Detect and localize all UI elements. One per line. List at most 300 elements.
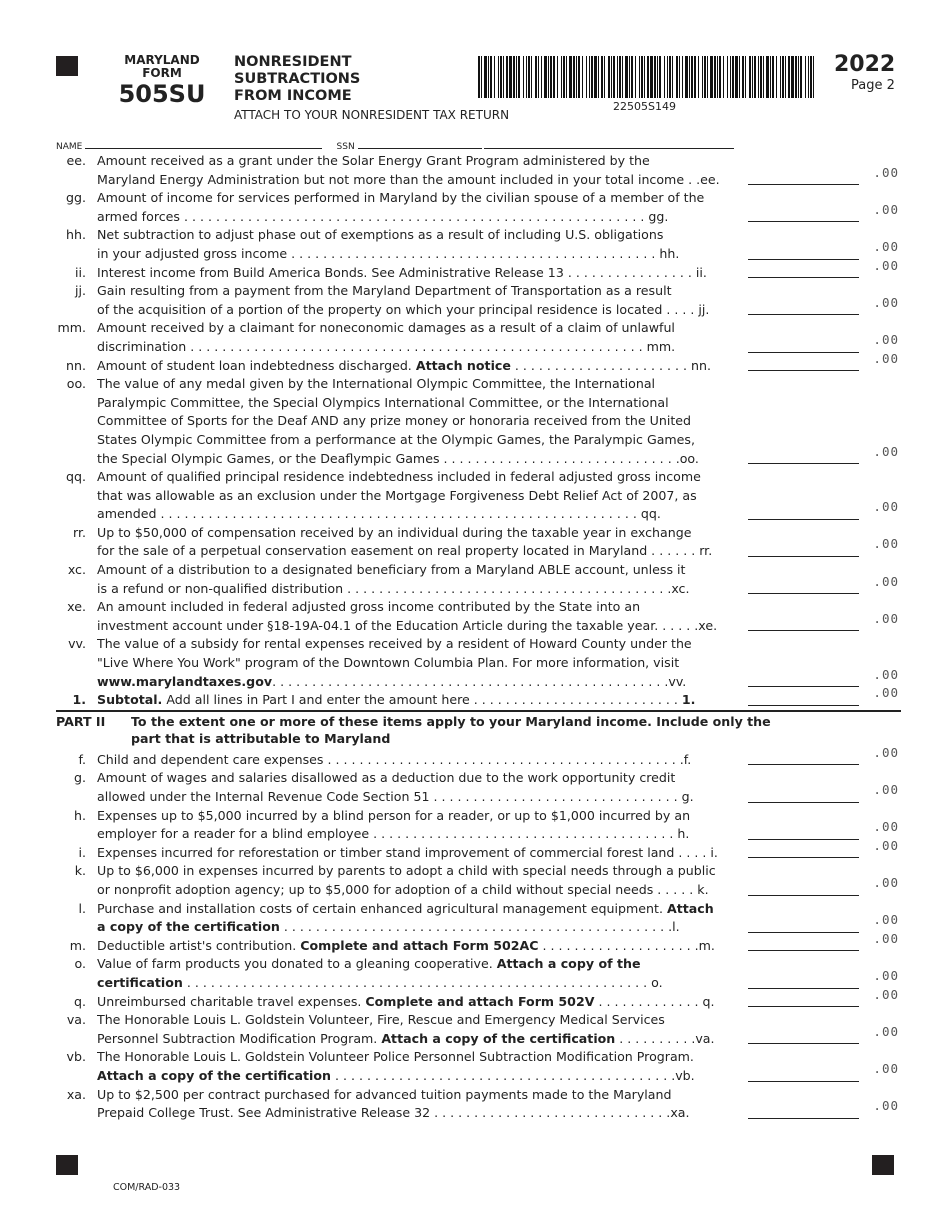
line-instruction-bold: Attach a copy of the [496, 956, 641, 972]
barcode-bar [503, 56, 504, 98]
amount-field[interactable] [748, 369, 859, 371]
line-text [97, 1104, 797, 1123]
barcode-bar [714, 56, 716, 98]
line-text-segment: Amount received by a claimant for noneconomic damages as a result of a claim of unlawful [97, 320, 675, 336]
line-text [97, 226, 797, 245]
line-text-segment: . . . . . . . . . . . . . . . . . . . . . . . . . . . . . . . . . . . . . . . . . . . . . . . . . .vv. [272, 673, 687, 689]
line-instruction-bold: Attach a copy of the certification [97, 1067, 331, 1083]
amount-field[interactable] [748, 1005, 859, 1007]
form-title [234, 54, 360, 105]
line-text-segment: . . . . . . . . . .va. [615, 1030, 715, 1046]
line-text-segment: Personnel Subtraction Modification Program. [97, 1030, 382, 1046]
line-text-segment: "Live Where You Work" program of the Downtown Columbia Plan. For more information, visit [97, 655, 680, 671]
line-text [97, 505, 797, 524]
line-text [97, 751, 797, 770]
part2-instruction: To the extent one or more of these items apply to your Maryland income. Include only the part that is attributable to Maryland [131, 713, 771, 746]
line-text [97, 654, 797, 673]
title-line-3: FROM INCOME [234, 88, 352, 104]
part2-heading [56, 711, 901, 747]
cents-suffix: .00 [873, 238, 899, 254]
line-text-segment: Amount of qualified principal residence indebtedness included in federal adjusted gross income [97, 469, 701, 485]
barcode-bar [641, 56, 643, 98]
line-letter: hh. [66, 227, 86, 243]
line-text [97, 357, 797, 376]
amount-field[interactable] [748, 838, 859, 840]
line-instruction-bold: Attach notice [415, 357, 511, 373]
cents-suffix: .00 [873, 257, 899, 273]
barcode-bar [669, 56, 671, 98]
barcode-bar [788, 56, 790, 98]
form-line-item [56, 282, 901, 319]
barcode-bar [791, 56, 794, 98]
barcode-bar [516, 56, 517, 98]
line-text-segment: employer for a reader for a blind employee . . . . . . . . . . . . . . . . . . . . . . . . . . . . . . . . . . . . . . h. [97, 826, 690, 842]
barcode-bar [785, 56, 786, 98]
barcode-bar [541, 56, 542, 98]
form-word: FORM [142, 66, 182, 80]
barcode-number: 22505S149 [613, 100, 676, 113]
name-label: NAME [56, 142, 83, 152]
line-text-segment: Up to $6,000 in expenses incurred by parents to adopt a child with special needs through a public [97, 863, 716, 879]
barcode-bar [730, 56, 731, 98]
line-instruction-bold: Complete and attach Form 502V [365, 993, 595, 1009]
barcode-bar [566, 56, 567, 98]
barcode-bar [576, 56, 577, 98]
form-id-block [112, 54, 212, 108]
barcode-bar [613, 56, 615, 98]
form-lines [56, 152, 901, 1123]
line-text-segment: Amount of income for services performed in Maryland by the civilian spouse of a member of the [97, 190, 705, 206]
line-text-segment: is a refund or non-qualified distribution . . . . . . . . . . . . . . . . . . . . . . . . . . . . . . . . . . . . . . . . .xc. [97, 580, 690, 596]
line-text-segment: The value of any medal given by the International Olympic Committee, the International [97, 376, 656, 392]
amount-field[interactable] [748, 258, 859, 260]
cents-suffix: .00 [873, 443, 899, 459]
barcode-bar [550, 56, 552, 98]
barcode-bar [710, 56, 713, 98]
line-text [97, 1011, 797, 1030]
form-line-item [56, 524, 901, 561]
line-letter: jj. [74, 283, 86, 299]
barcode-bar [795, 56, 797, 98]
line-text [97, 561, 797, 580]
line-text [97, 468, 797, 487]
amount-field[interactable] [748, 555, 859, 557]
line-text [97, 673, 797, 692]
line-text-segment: Prepaid College Trust. See Administrative Release 32 . . . . . . . . . . . . . . . . . . . . . . . . . . . . . .xa. [97, 1105, 690, 1121]
line-text-segment: The value of a subsidy for rental expenses received by a resident of Howard County under the [97, 636, 692, 652]
line-text-segment: Add all lines in Part I and enter the amount here . . . . . . . . . . . . . . . . . . . . . . . . . . [162, 692, 682, 708]
cents-suffix: .00 [873, 1060, 899, 1076]
form-line-item [56, 635, 901, 691]
registration-mark-bottom-right [872, 1155, 894, 1175]
form-line-item [56, 257, 901, 283]
cents-suffix: .00 [873, 350, 899, 366]
title-line-1: NONRESIDENT [234, 54, 352, 70]
line-letter: q. [74, 993, 86, 1009]
line-text [97, 450, 797, 469]
line-letter: g. [74, 770, 86, 786]
line-letter: f. [78, 751, 86, 767]
tax-year: 2022 [834, 52, 896, 77]
line-letter: va. [66, 1012, 86, 1028]
barcode-bar [481, 56, 482, 98]
barcode-bar [742, 56, 744, 98]
line-instruction-bold: a copy of the certification [97, 919, 280, 935]
line-text-segment: . . . . . . . . . . . . . q. [594, 993, 715, 1009]
amount-field[interactable] [748, 629, 859, 631]
line-letter: ee. [66, 153, 86, 168]
attach-instruction: ATTACH TO YOUR NONRESIDENT TAX RETURN [234, 108, 510, 122]
line-letter: h. [74, 807, 86, 823]
barcode-bar [611, 56, 612, 98]
registration-mark-top-left [56, 56, 78, 76]
line-text [97, 189, 797, 208]
line-text [97, 319, 797, 338]
line-text-segment: that was allowable as an exclusion under the Mortgage Forgiveness Debt Relief Act of 2007, as [97, 487, 697, 503]
line-instruction-bold: www.marylandtaxes.gov [97, 673, 273, 689]
line-text [97, 338, 797, 357]
amount-field[interactable] [748, 1117, 859, 1119]
barcode-bar [772, 56, 774, 98]
line-text [97, 524, 797, 543]
line-letter: o. [74, 956, 86, 972]
barcode-bar [694, 56, 696, 98]
barcode-bar [659, 56, 661, 98]
form-line-item [56, 986, 901, 1012]
line-instruction-bold: Attach [666, 900, 714, 916]
barcode-bar [490, 56, 492, 98]
line-text-segment: An amount included in federal adjusted gross income contributed by the State into an [97, 599, 641, 615]
barcode-bar [749, 56, 751, 98]
line-text [97, 769, 797, 788]
line-text-segment: Expenses up to $5,000 incurred by a blind person for a reader, or up to $1,000 incurred by an [97, 807, 691, 823]
amount-field[interactable] [748, 685, 859, 687]
cents-suffix: .00 [873, 666, 899, 682]
amount-field[interactable] [748, 1080, 859, 1082]
line-text-segment: . . . . . . . . . . . . . . . . . . . . . . nn. [510, 357, 712, 373]
line-text-segment: Gain resulting from a payment from the Maryland Department of Transportation as a result [97, 283, 672, 299]
form-line-item [56, 1011, 901, 1048]
line-text-segment: Expenses incurred for reforestation or timber stand improvement of commercial forest land . . . . i. [97, 844, 718, 860]
name-ssn-row [56, 140, 734, 152]
barcode-bar [664, 56, 665, 98]
line-text-segment: or nonprofit adoption agency; up to $5,000 for adoption of a child without special needs . . . . . k. [97, 881, 709, 897]
line-letter: i. [78, 844, 86, 860]
line-text-segment: armed forces . . . . . . . . . . . . . . . . . . . . . . . . . . . . . . . . . . . . . . . . . . . . . . . . . . . . . . . . . . gg. [97, 208, 669, 224]
line-text [97, 993, 797, 1012]
barcode-bar [528, 56, 530, 98]
line-instruction-bold: Attach a copy of the certification [381, 1030, 616, 1046]
barcode-bar [647, 56, 649, 98]
form-line-item [56, 598, 901, 635]
barcode-bar [582, 56, 583, 98]
line-text [97, 1030, 797, 1049]
registration-mark-bottom-left [56, 1155, 78, 1175]
line-text-segment: Child and dependent care expenses . . . . . . . . . . . . . . . . . . . . . . . . . . . . . . . . . . . . . . . . . . . . .f. [97, 751, 692, 767]
line-text-segment: Amount received as a grant under the Solar Energy Grant Program administered by the [97, 153, 650, 168]
line-text [97, 375, 797, 394]
line-text [97, 1067, 797, 1086]
amount-field[interactable] [748, 931, 859, 933]
amount-field[interactable] [748, 763, 859, 765]
barcode-bar [702, 56, 703, 98]
form-line-item [56, 930, 901, 956]
amount-field[interactable] [748, 183, 859, 185]
form-line-item [56, 900, 901, 937]
line-text [97, 412, 797, 431]
line-letter: oo. [66, 376, 86, 392]
line-text [97, 301, 797, 320]
line-text [97, 862, 797, 881]
cents-suffix: .00 [873, 536, 899, 552]
barcode-bar [561, 56, 562, 98]
line-text-segment: Amount of student loan indebtedness discharged. [97, 357, 416, 373]
form-line-item [56, 862, 901, 899]
cents-suffix: .00 [873, 912, 899, 928]
barcode-bar [518, 56, 520, 98]
barcode-bar [573, 56, 575, 98]
barcode-bar [732, 56, 734, 98]
barcode-bar [723, 56, 724, 98]
barcode-bar [594, 56, 597, 98]
line-text [97, 937, 797, 956]
barcode-bar [698, 56, 699, 98]
line-instruction-bold: Subtotal. [97, 692, 163, 708]
cents-suffix: .00 [873, 610, 899, 626]
line-text [97, 542, 797, 561]
line-text [97, 974, 797, 993]
barcode-bar [619, 56, 621, 98]
barcode-bar [591, 56, 593, 98]
cents-suffix: .00 [873, 930, 899, 946]
line-text [97, 152, 797, 171]
barcode-bar [805, 56, 806, 98]
line-text-segment: Deductible artist's contribution. [97, 937, 301, 953]
line-text [97, 900, 797, 919]
line-text-segment: Purchase and installation costs of certain enhanced agricultural management equipment. [97, 900, 667, 916]
form-line-item [56, 837, 901, 863]
barcode-bar [704, 56, 706, 98]
line-text [97, 394, 797, 413]
line-text-segment: Up to $2,500 per contract purchased for advanced tuition payments made to the Maryland [97, 1086, 672, 1102]
line-text [97, 807, 797, 826]
line-text-segment: the Special Olympic Games, or the Deaflympic Games . . . . . . . . . . . . . . . . . . . . . . . . . . . . . .oo. [97, 450, 699, 466]
page-number: Page 2 [851, 78, 895, 93]
barcode-bar [589, 56, 590, 98]
barcode-bar [557, 56, 558, 98]
barcode-bar [766, 56, 769, 98]
line-instruction-bold: Complete and attach Form 502AC [300, 937, 539, 953]
part2-label: PART II [56, 713, 106, 729]
line-text-segment: . . . . . . . . . . . . . . . . . . . . . . . . . . . . . . . . . . . . . . . . . . . . . . . . .l. [279, 919, 680, 935]
barcode-bar [679, 56, 680, 98]
form-line-item [56, 152, 901, 189]
form-line-item [56, 1048, 901, 1085]
title-line-2: SUBTRACTIONS [234, 71, 361, 87]
cents-suffix: .00 [873, 294, 899, 310]
line-text-segment: Amount of wages and salaries disallowed as a deduction due to the work opportunity credit [97, 770, 676, 786]
name-ssn-rule [484, 140, 734, 149]
barcode-bar [484, 56, 487, 98]
barcode-bar [672, 56, 673, 98]
amount-field[interactable] [748, 801, 859, 803]
barcode-bar [608, 56, 610, 98]
form-line-item [56, 468, 901, 524]
barcode-bar [717, 56, 718, 98]
line-text [97, 617, 797, 636]
barcode-bar [598, 56, 599, 98]
form-line-item [56, 319, 901, 356]
form-line-item [56, 769, 901, 806]
line-text [97, 844, 797, 863]
barcode-bar [782, 56, 784, 98]
amount-field[interactable] [748, 462, 859, 464]
line-text-segment: . . . . . . . . . . . . . . . . . . . . . . . . . . . . . . . . . . . . . . . . . . . . . . . . . . . . . . . . . . o. [182, 974, 663, 990]
cents-suffix: .00 [873, 967, 899, 983]
barcode-bar [553, 56, 555, 98]
amount-field[interactable] [748, 518, 859, 520]
form-number: 505SU [118, 80, 206, 108]
cents-suffix: .00 [873, 874, 899, 890]
barcode-bar [654, 56, 656, 98]
amount-field[interactable] [748, 949, 859, 951]
amount-field[interactable] [748, 276, 859, 278]
cents-suffix: .00 [873, 573, 899, 589]
barcode-bar [604, 56, 605, 98]
line-instruction-bold: 1. [681, 692, 696, 708]
line-letter: m. [69, 937, 86, 953]
line-text-segment: discrimination . . . . . . . . . . . . . . . . . . . . . . . . . . . . . . . . . . . . . . . . . . . . . . . . . . . . . . . . . mm. [97, 338, 676, 354]
barcode-bar [808, 56, 809, 98]
line-letter: vb. [66, 1049, 86, 1065]
barcode-bar [548, 56, 549, 98]
line-text [97, 487, 797, 506]
barcode [478, 56, 814, 98]
line-letter: k. [74, 863, 86, 879]
barcode-bar [770, 56, 771, 98]
barcode-bar [523, 56, 524, 98]
line-text-segment: Value of farm products you donated to a gleaning cooperative. [97, 956, 497, 972]
state-label: MARYLAND [124, 53, 200, 67]
line-text [97, 171, 797, 190]
line-text-segment: investment account under §18-19A-04.1 of the Education Article during the taxable year. . . . . .xe. [97, 617, 718, 633]
barcode-bar [506, 56, 508, 98]
cents-suffix: .00 [873, 201, 899, 217]
barcode-bar [667, 56, 668, 98]
cents-suffix: .00 [873, 819, 899, 835]
amount-field[interactable] [748, 1042, 859, 1044]
barcode-bar [635, 56, 636, 98]
form-line-item [56, 375, 901, 468]
line-text-segment: amended . . . . . . . . . . . . . . . . . . . . . . . . . . . . . . . . . . . . . . . . . . . . . . . . . . . . . . . . . . . . qq. [97, 506, 661, 522]
line-letter: xe. [67, 599, 86, 615]
barcode-bar [739, 56, 740, 98]
line-text [97, 245, 797, 264]
barcode-bar [707, 56, 708, 98]
line-text-segment: in your adjusted gross income . . . . . . . . . . . . . . . . . . . . . . . . . . . . . . . . . . . . . . . . . . . . . . hh. [97, 245, 680, 261]
barcode-bar [776, 56, 777, 98]
barcode-bar [478, 56, 480, 98]
barcode-bar [639, 56, 640, 98]
line-text [97, 264, 797, 283]
line-text [97, 1086, 797, 1105]
barcode-bar [494, 56, 495, 98]
cents-suffix: .00 [873, 331, 899, 347]
ssn-field[interactable] [358, 140, 482, 149]
line-text-segment: for the sale of a perpetual conservation easement on real property located in Maryland . . . . . . rr. [97, 543, 713, 559]
amount-field[interactable] [748, 351, 859, 353]
ssn-label: SSN [336, 142, 355, 152]
cents-suffix: .00 [873, 685, 899, 701]
cents-suffix: .00 [873, 164, 899, 180]
line-text [97, 635, 797, 654]
line-text-segment: Interest income from Build America Bonds. See Administrative Release 13 . . . . . . . . . . . . . . . . ii. [97, 264, 707, 280]
line-text-segment: The Honorable Louis L. Goldstein Volunteer, Fire, Rescue and Emergency Medical Services [97, 1012, 665, 1028]
line-text-segment: Net subtraction to adjust phase out of exemptions as a result of including U.S. obligations [97, 227, 664, 243]
barcode-bar [509, 56, 512, 98]
line-text-segment: The Honorable Louis L. Goldstein Volunteer Police Personnel Subtraction Modification Program. [97, 1049, 694, 1065]
barcode-bar [735, 56, 738, 98]
barcode-bar [488, 56, 489, 98]
barcode-bar [727, 56, 728, 98]
line-text-segment: allowed under the Internal Revenue Code Section 51 . . . . . . . . . . . . . . . . . . . . . . . . . . . . . . . g. [97, 789, 694, 804]
amount-field[interactable] [748, 894, 859, 896]
cents-suffix: .00 [873, 744, 899, 760]
amount-field[interactable] [748, 592, 859, 594]
barcode-bar [810, 56, 812, 98]
form-line-item [56, 561, 901, 598]
line-text [97, 208, 797, 227]
barcode-bar [617, 56, 618, 98]
line-text [97, 580, 797, 599]
amount-field[interactable] [748, 704, 859, 706]
line-letter: nn. [66, 357, 86, 373]
line-letter: xa. [66, 1086, 86, 1102]
barcode-bar [758, 56, 759, 98]
amount-field[interactable] [748, 987, 859, 989]
barcode-bar [691, 56, 693, 98]
line-letter: l. [78, 900, 86, 916]
barcode-bar [650, 56, 653, 98]
amount-field[interactable] [748, 220, 859, 222]
line-text [97, 881, 797, 900]
line-letter: ii. [74, 264, 86, 280]
name-field[interactable] [85, 140, 322, 149]
line-text-segment: of the acquisition of a portion of the property on which your principal residence is located . . . . jj. [97, 301, 710, 317]
amount-field[interactable] [748, 313, 859, 315]
barcode-bar [544, 56, 547, 98]
line-text-segment: . . . . . . . . . . . . . . . . . . . .m. [538, 937, 715, 953]
cents-suffix: .00 [873, 1098, 899, 1114]
line-letter: xc. [67, 562, 86, 578]
barcode-bar [676, 56, 678, 98]
form-code: COM/RAD-033 [113, 1182, 181, 1193]
barcode-bar [569, 56, 572, 98]
form-line-item [56, 350, 901, 376]
barcode-bar [657, 56, 658, 98]
barcode-bar [586, 56, 587, 98]
line-letter: mm. [57, 320, 86, 336]
form-line-item [56, 189, 901, 226]
barcode-bar [578, 56, 580, 98]
barcode-bar [526, 56, 527, 98]
barcode-bar [498, 56, 499, 98]
amount-field[interactable] [748, 856, 859, 858]
line-text [97, 918, 797, 937]
barcode-bar [631, 56, 633, 98]
barcode-bar [644, 56, 645, 98]
barcode-bar [622, 56, 623, 98]
